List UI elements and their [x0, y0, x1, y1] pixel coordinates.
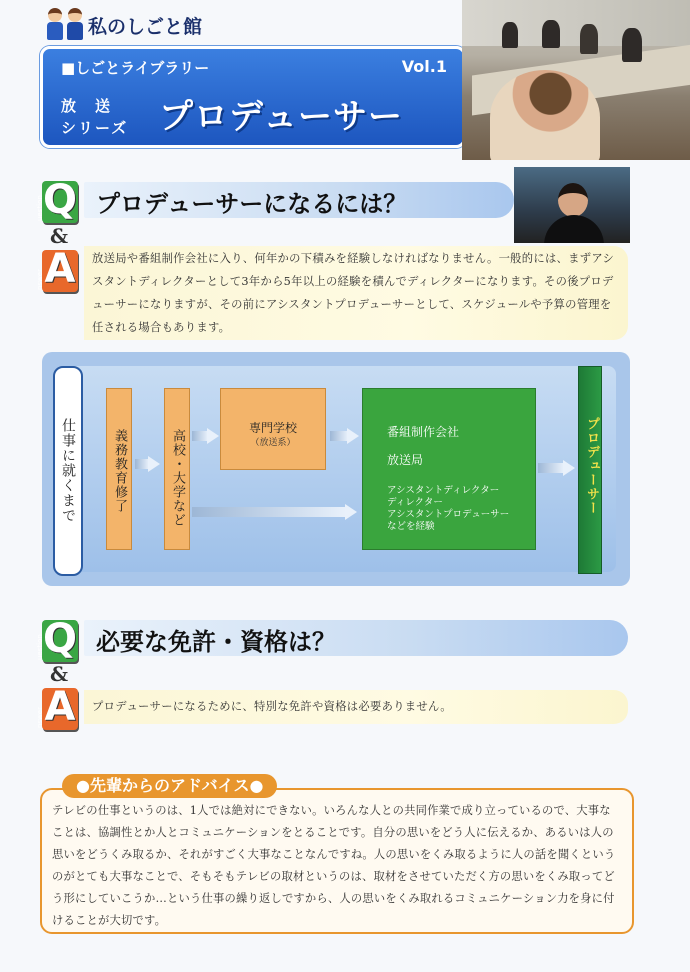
flow-experience-item: アシスタントプロデューサー [387, 509, 510, 520]
flow-start-label: 仕事に就くまで [60, 418, 76, 523]
ampersand: & [50, 662, 69, 686]
answer-icon: A nswer [42, 250, 78, 292]
flow-arrow-icon [135, 456, 159, 472]
flow-arrow-icon [192, 428, 218, 444]
series-label-line2: シリーズ [61, 119, 129, 137]
answer-box [84, 690, 628, 724]
question-bar [84, 182, 514, 218]
flow-experience-item: などを経験 [387, 521, 435, 532]
question-bar [84, 620, 628, 656]
flow-experience-item: ディレクター [387, 497, 443, 508]
brand-title: 私のしごと館 [88, 16, 203, 38]
ampersand: & [50, 224, 69, 248]
flow-start-box [53, 366, 83, 576]
flow-step-compulsory-education [106, 388, 132, 550]
advice-box [40, 788, 634, 934]
flow-arrow-icon [330, 428, 358, 444]
flow-step-label: 義務教育修了 [112, 429, 127, 513]
flow-school-sublabel: （放送系） [250, 438, 296, 448]
flow-goal-label: プロデューサー [584, 417, 599, 515]
answer-icon: A nswer [42, 688, 78, 730]
advice-text: テレビの仕事というのは、1人では絶対にできない。いろんな人との共同作業で成り立っているので、大事なことは、協調性とか人とコミュニケーションをとることです。自分の思いをどう人に伝えるか、あるいは人の思いをどうくみ取るか、それがすごく大事なことなんですね。人の思いをくみ取るように人の話を聞くというのがとても大事なことで、そもそもテレビの取材というのは、取材をさせていただく方の思いをくみ取ってどう形にしていこうか…という仕事の繰り返しですから、人の思いをくみ取れるコミュニケーション力を身に付けることが大切です。 [52, 804, 616, 927]
flow-goal-box [578, 366, 602, 574]
question-heading: 必要な免許・資格は？ [96, 628, 336, 656]
advice-title: ●先輩からのアドバイス● [62, 774, 277, 798]
question-icon: Q uestion [36, 177, 77, 223]
library-label: ■しごとライブラリー [61, 59, 210, 77]
flow-company-box [362, 388, 536, 550]
question-heading: プロデューサーになるには？ [96, 190, 408, 218]
question-icon: Q uestion [36, 616, 77, 662]
series-label-line1: 放 送 [61, 97, 113, 115]
job-title: プロデューサー [159, 97, 403, 137]
producer-portrait-photo [514, 167, 630, 243]
flow-arrow-icon [538, 460, 576, 476]
volume-label: Vol.1 [401, 57, 447, 76]
flow-step-label: 高校・大学など [170, 429, 185, 527]
flow-arrow-icon [192, 504, 358, 520]
answer-text: 放送局や番組制作会社に入り、何年かの下積みを経験しなければなりません。一般的には、まずアシスタントディレクターとして3年から5年以上の経験を積んでディレクターになります。その後プロデューサーになりますが、その前にアシスタントプロデューサーとして、スケジュールや予算の管理を任される場合もあります。 [92, 252, 615, 334]
brand-logo [44, 6, 224, 42]
flow-company-line1: 番組制作会社 [387, 425, 460, 439]
title-banner [40, 46, 466, 148]
flow-experience-item: アシスタントディレクター [387, 485, 500, 496]
answer-text: プロデューサーになるために、特別な免許や資格は必要ありません。 [92, 700, 452, 713]
answer-box [84, 246, 628, 340]
meeting-photo [462, 0, 690, 160]
flow-company-line2: 放送局 [387, 453, 424, 467]
flow-vocational-school [220, 388, 326, 470]
mascot-kids-icon [44, 6, 86, 42]
flow-school-label: 専門学校 [248, 421, 297, 435]
flow-step-highschool-university [164, 388, 190, 550]
flow-experience-list [387, 485, 509, 533]
